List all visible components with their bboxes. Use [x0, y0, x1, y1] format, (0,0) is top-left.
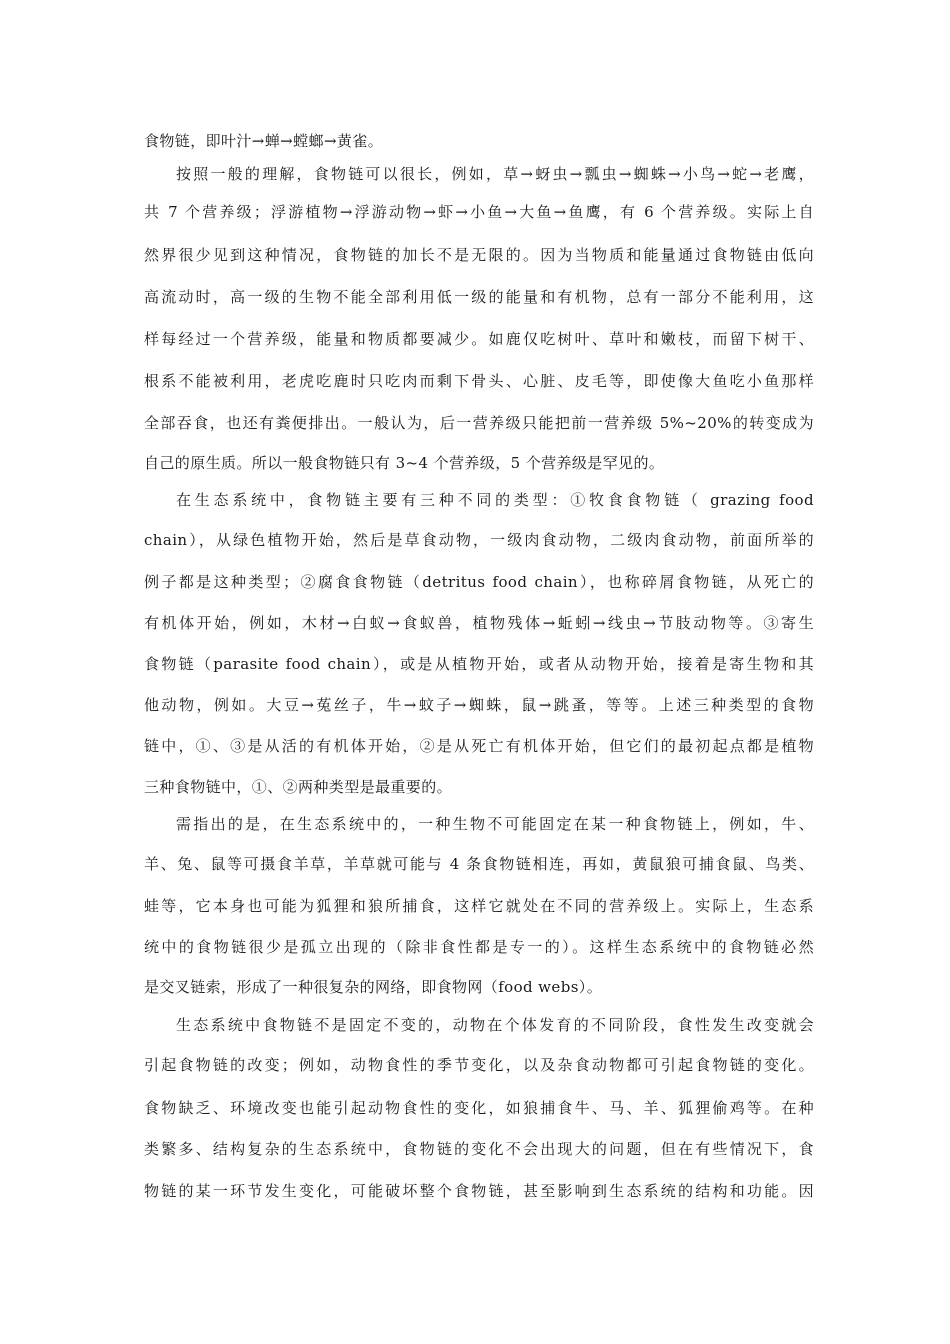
text-line: 然界很少见到这种情况，食物链的加长不是无限的。因为当物质和能量通过食物链由低向 [144, 246, 814, 264]
text-line: 统中的食物链很少是孤立出现的（除非食性都是专一的）。这样生态系统中的食物链必然 [144, 938, 814, 956]
text-line: 类繁多、结构复杂的生态系统中，食物链的变化不会出现大的问题，但在有些情况下，食 [144, 1140, 814, 1158]
paragraph-first-line: 按照一般的理解，食物链可以很长，例如，草→蚜虫→瓢虫→蜘蛛→小鸟→蛇→老鹰， [176, 165, 814, 183]
text-line: chain），从绿色植物开始，然后是草食动物，一级肉食动物，二级肉食动物，前面所举的 [144, 531, 814, 549]
text-line: 链中，①、③是从活的有机体开始，②是从死亡有机体开始，但它们的最初起点都是植物 [144, 737, 814, 755]
text-line: 共 7 个营养级；浮游植物→浮游动物→虾→小鱼→大鱼→鱼鹰，有 6 个营养级。实际上自 [144, 203, 814, 221]
paragraph-first-line: 需指出的是，在生态系统中的，一种生物不可能固定在某一种食物链上，例如，牛、 [176, 815, 814, 833]
text-line: 三种食物链中，①、②两种类型是最重要的。 [144, 778, 453, 796]
text-line: 物链的某一环节发生变化，可能破坏整个食物链，甚至影响到生态系统的结构和功能。因 [144, 1182, 814, 1200]
text-line: 食物缺乏、环境改变也能引起动物食性的变化，如狼捕食牛、马、羊、狐狸偷鸡等。在种 [144, 1099, 814, 1117]
text-line: 自己的原生质。所以一般食物链只有 3~4 个营养级，5 个营养级是罕见的。 [144, 454, 665, 472]
paragraph-first-line: 生态系统中食物链不是固定不变的，动物在个体发育的不同阶段，食性发生改变就会 [176, 1016, 814, 1034]
text-line: 高流动时，高一级的生物不能全部利用低一级的能量和有机物，总有一部分不能利用，这 [144, 288, 814, 306]
text-line: 例子都是这种类型；②腐食食物链（detritus food chain），也称碎屑食物链，从死亡的 [144, 573, 814, 591]
text-line: 他动物，例如。大豆→菟丝子，牛→蚊子→蜘蛛，鼠→跳蚤，等等。上述三种类型的食物 [144, 696, 814, 714]
paragraph-first-line: 在生态系统中，食物链主要有三种不同的类型：①牧食食物链（ grazing food [176, 491, 814, 509]
text-line: 引起食物链的改变；例如，动物食性的季节变化，以及杂食动物都可引起食物链的变化。 [144, 1056, 814, 1074]
text-line: 羊、兔、鼠等可摄食羊草，羊草就可能与 4 条食物链相连，再如，黄鼠狼可捕食鼠、鸟类、 [144, 855, 814, 873]
text-line: 根系不能被利用，老虎吃鹿时只吃肉而剩下骨头、心脏、皮毛等，即使像大鱼吃小鱼那样 [144, 372, 814, 390]
text-line: 样每经过一个营养级，能量和物质都要减少。如鹿仅吃树叶、草叶和嫩枝，而留下树干、 [144, 330, 814, 348]
text-line: 食物链（parasite food chain），或是从植物开始，或者从动物开始，接着是寄生物和其 [144, 655, 814, 673]
text-line: 全部吞食，也还有粪便排出。一般认为，后一营养级只能把前一营养级 5%~20%的转变成为 [144, 414, 814, 432]
text-line: 是交叉链索，形成了一种很复杂的网络，即食物网（food webs）。 [144, 978, 603, 996]
text-line: 有机体开始，例如，木材→白蚁→食蚁兽，植物残体→蚯蚓→线虫→节肢动物等。③寄生 [144, 614, 814, 632]
text-line: 蛙等，它本身也可能为狐狸和狼所捕食，这样它就处在不同的营养级上。实际上，生态系 [144, 897, 814, 915]
text-line: 食物链，即叶汁→蝉→螳螂→黄雀。 [144, 132, 384, 150]
